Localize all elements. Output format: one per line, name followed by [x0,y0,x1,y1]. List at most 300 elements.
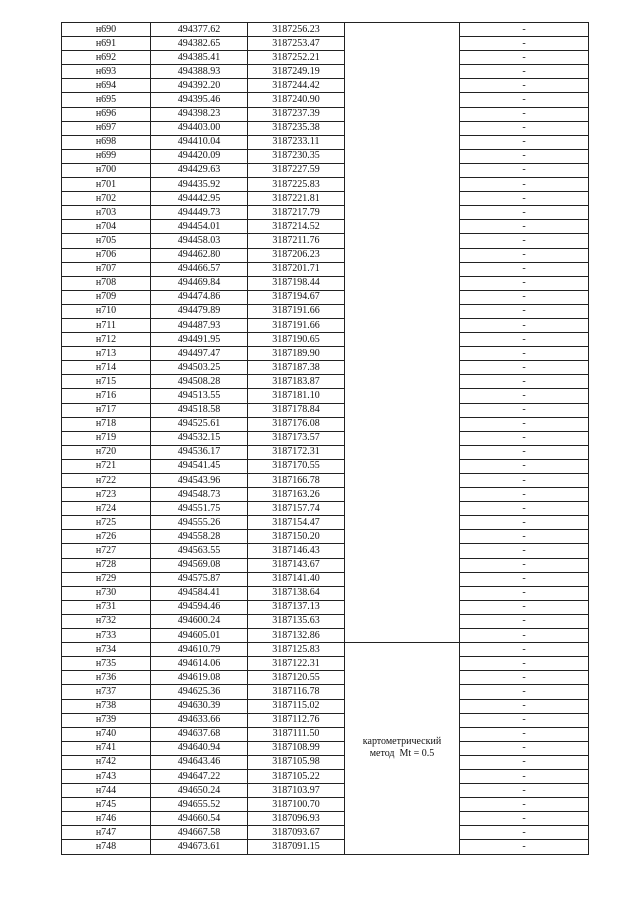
table-row [62,614,589,628]
y-coordinate-cell: 3187211.76 [248,234,345,248]
x-coordinate-cell: 494543.96 [151,474,248,488]
dash-cell: - [460,544,589,558]
dash-cell: - [460,375,589,389]
y-coordinate-cell: 3187105.22 [248,769,345,783]
table-row [62,135,589,149]
point-id-cell: н741 [62,741,151,755]
point-id-cell: н744 [62,784,151,798]
dash-cell: - [460,727,589,741]
table-row [62,826,589,840]
table-row [62,502,589,516]
point-id-cell: н701 [62,178,151,192]
point-id-cell: н738 [62,699,151,713]
x-coordinate-cell: 494536.17 [151,445,248,459]
x-coordinate-cell: 494454.01 [151,220,248,234]
y-coordinate-cell: 3187183.87 [248,375,345,389]
dash-cell: - [460,347,589,361]
y-coordinate-cell: 3187173.57 [248,431,345,445]
y-coordinate-cell: 3187253.47 [248,37,345,51]
table-row [62,318,589,332]
table-row [62,192,589,206]
table-row [62,65,589,79]
x-coordinate-cell: 494462.80 [151,248,248,262]
table-row [62,347,589,361]
point-id-cell: н693 [62,65,151,79]
table-row [62,558,589,572]
dash-cell: - [460,812,589,826]
table-row [62,516,589,530]
table-row [62,784,589,798]
x-coordinate-cell: 494575.87 [151,572,248,586]
x-coordinate-cell: 494508.28 [151,375,248,389]
point-id-cell: н698 [62,135,151,149]
y-coordinate-cell: 3187116.78 [248,685,345,699]
table-row [62,643,589,657]
table-row [62,572,589,586]
table-row [62,375,589,389]
point-id-cell: н699 [62,149,151,163]
y-coordinate-cell: 3187181.10 [248,389,345,403]
table-row [62,840,589,854]
dash-cell: - [460,755,589,769]
point-id-cell: н726 [62,530,151,544]
x-coordinate-cell: 494673.61 [151,840,248,854]
dash-cell: - [460,178,589,192]
point-id-cell: н720 [62,445,151,459]
x-coordinate-cell: 494395.46 [151,93,248,107]
point-id-cell: н703 [62,206,151,220]
x-coordinate-cell: 494650.24 [151,784,248,798]
y-coordinate-cell: 3187166.78 [248,474,345,488]
x-coordinate-cell: 494541.45 [151,459,248,473]
table-row [62,290,589,304]
point-id-cell: н717 [62,403,151,417]
y-coordinate-cell: 3187125.83 [248,643,345,657]
y-coordinate-cell: 3187157.74 [248,502,345,516]
table-row [62,586,589,600]
point-id-cell: н705 [62,234,151,248]
table-row [62,629,589,643]
y-coordinate-cell: 3187146.43 [248,544,345,558]
dash-cell: - [460,79,589,93]
y-coordinate-cell: 3187170.55 [248,459,345,473]
x-coordinate-cell: 494563.55 [151,544,248,558]
dash-cell: - [460,93,589,107]
dash-cell: - [460,614,589,628]
dash-cell: - [460,600,589,614]
y-coordinate-cell: 3187103.97 [248,784,345,798]
point-id-cell: н736 [62,671,151,685]
table-row [62,769,589,783]
x-coordinate-cell: 494548.73 [151,488,248,502]
x-coordinate-cell: 494647.22 [151,769,248,783]
point-id-cell: н695 [62,93,151,107]
y-coordinate-cell: 3187100.70 [248,798,345,812]
x-coordinate-cell: 494619.08 [151,671,248,685]
x-coordinate-cell: 494640.94 [151,741,248,755]
x-coordinate-cell: 494614.06 [151,657,248,671]
point-id-cell: н727 [62,544,151,558]
dash-cell: - [460,220,589,234]
y-coordinate-cell: 3187115.02 [248,699,345,713]
x-coordinate-cell: 494420.09 [151,149,248,163]
dash-cell: - [460,107,589,121]
table-row [62,220,589,234]
table-row [62,417,589,431]
table-row [62,107,589,121]
point-id-cell: н725 [62,516,151,530]
y-coordinate-cell: 3187112.76 [248,713,345,727]
dash-cell: - [460,586,589,600]
point-id-cell: н745 [62,798,151,812]
y-coordinate-cell: 3187252.21 [248,51,345,65]
x-coordinate-cell: 494594.46 [151,600,248,614]
point-id-cell: н696 [62,107,151,121]
dash-cell: - [460,276,589,290]
dash-cell: - [460,51,589,65]
point-id-cell: н734 [62,643,151,657]
table-row [62,389,589,403]
y-coordinate-cell: 3187093.67 [248,826,345,840]
point-id-cell: н746 [62,812,151,826]
dash-cell: - [460,304,589,318]
table-row [62,93,589,107]
method-cell [345,643,460,854]
y-coordinate-cell: 3187178.84 [248,403,345,417]
x-coordinate-cell: 494655.52 [151,798,248,812]
table-row [62,234,589,248]
dash-cell: - [460,234,589,248]
y-coordinate-cell: 3187194.67 [248,290,345,304]
x-coordinate-cell: 494503.25 [151,361,248,375]
dash-cell: - [460,417,589,431]
x-coordinate-cell: 494633.66 [151,713,248,727]
x-coordinate-cell: 494518.58 [151,403,248,417]
x-coordinate-cell: 494382.65 [151,37,248,51]
y-coordinate-cell: 3187191.66 [248,304,345,318]
y-coordinate-cell: 3187138.64 [248,586,345,600]
point-id-cell: н739 [62,713,151,727]
x-coordinate-cell: 494555.26 [151,516,248,530]
dash-cell: - [460,459,589,473]
point-id-cell: н729 [62,572,151,586]
x-coordinate-cell: 494385.41 [151,51,248,65]
table-row [62,755,589,769]
y-coordinate-cell: 3187163.26 [248,488,345,502]
y-coordinate-cell: 3187256.23 [248,23,345,37]
x-coordinate-cell: 494377.62 [151,23,248,37]
dash-cell: - [460,530,589,544]
dash-cell: - [460,318,589,332]
table-row [62,79,589,93]
dash-cell: - [460,445,589,459]
point-id-cell: н691 [62,37,151,51]
table-row [62,657,589,671]
dash-cell: - [460,516,589,530]
y-coordinate-cell: 3187176.08 [248,417,345,431]
x-coordinate-cell: 494551.75 [151,502,248,516]
x-coordinate-cell: 494569.08 [151,558,248,572]
table-row [62,699,589,713]
y-coordinate-cell: 3187111.50 [248,727,345,741]
table-row [62,600,589,614]
x-coordinate-cell: 494610.79 [151,643,248,657]
y-coordinate-cell: 3187249.19 [248,65,345,79]
y-coordinate-cell: 3187240.90 [248,93,345,107]
x-coordinate-cell: 494605.01 [151,629,248,643]
y-coordinate-cell: 3187235.38 [248,121,345,135]
table-row [62,459,589,473]
y-coordinate-cell: 3187143.67 [248,558,345,572]
table-row [62,544,589,558]
dash-cell: - [460,840,589,854]
point-id-cell: н704 [62,220,151,234]
y-coordinate-cell: 3187233.11 [248,135,345,149]
table-row [62,445,589,459]
y-coordinate-cell: 3187105.98 [248,755,345,769]
y-coordinate-cell: 3187206.23 [248,248,345,262]
x-coordinate-cell: 494398.23 [151,107,248,121]
dash-cell: - [460,685,589,699]
x-coordinate-cell: 494660.54 [151,812,248,826]
y-coordinate-cell: 3187189.90 [248,347,345,361]
point-id-cell: н714 [62,361,151,375]
dash-cell: - [460,699,589,713]
point-id-cell: н719 [62,431,151,445]
method-line-1: картометрический [362,736,442,748]
point-id-cell: н722 [62,474,151,488]
dash-cell: - [460,248,589,262]
y-coordinate-cell: 3187141.40 [248,572,345,586]
dash-cell: - [460,262,589,276]
x-coordinate-cell: 494532.15 [151,431,248,445]
dash-cell: - [460,488,589,502]
coordinates-grid [61,22,589,855]
dash-cell: - [460,206,589,220]
dash-cell: - [460,558,589,572]
point-id-cell: н712 [62,333,151,347]
x-coordinate-cell: 494388.93 [151,65,248,79]
dash-cell: - [460,361,589,375]
point-id-cell: н747 [62,826,151,840]
point-id-cell: н694 [62,79,151,93]
table-row [62,403,589,417]
dash-cell: - [460,135,589,149]
point-id-cell: н711 [62,318,151,332]
point-id-cell: н748 [62,840,151,854]
table-row [62,798,589,812]
table-row [62,685,589,699]
table-row [62,304,589,318]
x-coordinate-cell: 494474.86 [151,290,248,304]
dash-cell: - [460,741,589,755]
dash-cell: - [460,798,589,812]
y-coordinate-cell: 3187172.31 [248,445,345,459]
x-coordinate-cell: 494487.93 [151,318,248,332]
y-coordinate-cell: 3187122.31 [248,657,345,671]
x-coordinate-cell: 494525.61 [151,417,248,431]
point-id-cell: н723 [62,488,151,502]
dash-cell: - [460,784,589,798]
table-row [62,671,589,685]
point-id-cell: н728 [62,558,151,572]
dash-cell: - [460,671,589,685]
point-id-cell: н724 [62,502,151,516]
table-row [62,23,589,37]
x-coordinate-cell: 494558.28 [151,530,248,544]
y-coordinate-cell: 3187227.59 [248,163,345,177]
point-id-cell: н731 [62,600,151,614]
table-row [62,474,589,488]
x-coordinate-cell: 494637.68 [151,727,248,741]
point-id-cell: н733 [62,629,151,643]
x-coordinate-cell: 494630.39 [151,699,248,713]
point-id-cell: н740 [62,727,151,741]
dash-cell: - [460,572,589,586]
point-id-cell: н700 [62,163,151,177]
y-coordinate-cell: 3187096.93 [248,812,345,826]
x-coordinate-cell: 494643.46 [151,755,248,769]
y-coordinate-cell: 3187187.38 [248,361,345,375]
point-id-cell: н721 [62,459,151,473]
method-line-2: метод Mt = 0.5 [369,748,435,760]
table-row [62,741,589,755]
y-coordinate-cell: 3187237.39 [248,107,345,121]
y-coordinate-cell: 3187221.81 [248,192,345,206]
table-row [62,37,589,51]
x-coordinate-cell: 494497.47 [151,347,248,361]
dash-cell: - [460,502,589,516]
point-id-cell: н742 [62,755,151,769]
y-coordinate-cell: 3187225.83 [248,178,345,192]
x-coordinate-cell: 494458.03 [151,234,248,248]
x-coordinate-cell: 494392.20 [151,79,248,93]
x-coordinate-cell: 494479.89 [151,304,248,318]
y-coordinate-cell: 3187191.66 [248,318,345,332]
x-coordinate-cell: 494600.24 [151,614,248,628]
point-id-cell: н692 [62,51,151,65]
x-coordinate-cell: 494410.04 [151,135,248,149]
x-coordinate-cell: 494584.41 [151,586,248,600]
point-id-cell: н737 [62,685,151,699]
dash-cell: - [460,657,589,671]
dash-cell: - [460,333,589,347]
dash-cell: - [460,643,589,657]
y-coordinate-cell: 3187154.47 [248,516,345,530]
x-coordinate-cell: 494667.58 [151,826,248,840]
dash-cell: - [460,121,589,135]
table-row [62,178,589,192]
dash-cell: - [460,629,589,643]
table-row [62,431,589,445]
y-coordinate-cell: 3187214.52 [248,220,345,234]
x-coordinate-cell: 494513.55 [151,389,248,403]
x-coordinate-cell: 494625.36 [151,685,248,699]
table-row [62,333,589,347]
dash-cell: - [460,769,589,783]
point-id-cell: н716 [62,389,151,403]
dash-cell: - [460,163,589,177]
point-id-cell: н706 [62,248,151,262]
dash-cell: - [460,713,589,727]
y-coordinate-cell: 3187091.15 [248,840,345,854]
dash-cell: - [460,826,589,840]
point-id-cell: н690 [62,23,151,37]
y-coordinate-cell: 3187198.44 [248,276,345,290]
point-id-cell: н709 [62,290,151,304]
point-id-cell: н713 [62,347,151,361]
table-row [62,149,589,163]
x-coordinate-cell: 494435.92 [151,178,248,192]
dash-cell: - [460,23,589,37]
dash-cell: - [460,403,589,417]
dash-cell: - [460,389,589,403]
point-id-cell: н697 [62,121,151,135]
table-row [62,361,589,375]
dash-cell: - [460,192,589,206]
x-coordinate-cell: 494469.84 [151,276,248,290]
point-id-cell: н710 [62,304,151,318]
x-coordinate-cell: 494491.95 [151,333,248,347]
table-row [62,206,589,220]
dash-cell: - [460,149,589,163]
table-row [62,530,589,544]
table-row [62,713,589,727]
point-id-cell: н718 [62,417,151,431]
table-row [62,51,589,65]
table-row [62,276,589,290]
y-coordinate-cell: 3187230.35 [248,149,345,163]
table-row [62,163,589,177]
point-id-cell: н708 [62,276,151,290]
method-cell-empty [345,23,460,643]
point-id-cell: н732 [62,614,151,628]
dash-cell: - [460,474,589,488]
x-coordinate-cell: 494449.73 [151,206,248,220]
x-coordinate-cell: 494466.57 [151,262,248,276]
point-id-cell: н730 [62,586,151,600]
y-coordinate-cell: 3187120.55 [248,671,345,685]
point-id-cell: н707 [62,262,151,276]
table-row [62,727,589,741]
table-row [62,262,589,276]
x-coordinate-cell: 494403.00 [151,121,248,135]
dash-cell: - [460,65,589,79]
point-id-cell: н715 [62,375,151,389]
y-coordinate-cell: 3187135.63 [248,614,345,628]
point-id-cell: н735 [62,657,151,671]
y-coordinate-cell: 3187244.42 [248,79,345,93]
y-coordinate-cell: 3187190.65 [248,333,345,347]
y-coordinate-cell: 3187137.13 [248,600,345,614]
dash-cell: - [460,431,589,445]
x-coordinate-cell: 494442.95 [151,192,248,206]
table-row [62,812,589,826]
dash-cell: - [460,290,589,304]
x-coordinate-cell: 494429.63 [151,163,248,177]
coordinates-table [61,22,583,855]
y-coordinate-cell: 3187201.71 [248,262,345,276]
table-row [62,488,589,502]
table-row [62,248,589,262]
table-row [62,121,589,135]
point-id-cell: н743 [62,769,151,783]
y-coordinate-cell: 3187108.99 [248,741,345,755]
y-coordinate-cell: 3187132.86 [248,629,345,643]
point-id-cell: н702 [62,192,151,206]
table-body [62,23,589,855]
y-coordinate-cell: 3187217.79 [248,206,345,220]
